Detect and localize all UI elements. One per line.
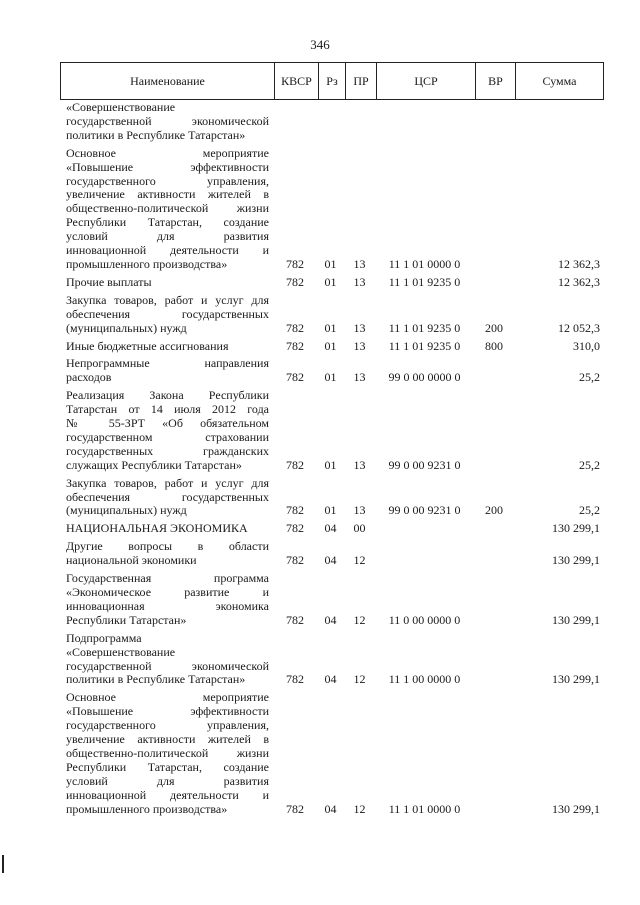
table-row	[60, 101, 604, 143]
table-row	[60, 522, 604, 536]
row-name-line: политики в Республике Татарстан»	[66, 672, 246, 687]
row-sum: 25,2	[579, 370, 600, 385]
row-rz: 01	[324, 274, 337, 289]
row-name-line: государственном страховании	[66, 429, 269, 444]
row-rz: 01	[324, 370, 337, 385]
row-name-line: служащих Республики Татарстан»	[66, 457, 242, 472]
row-name	[60, 276, 273, 290]
row-name-line: расходов	[66, 370, 112, 385]
row-name-line: Закупка товаров, работ и услуг для	[66, 292, 269, 307]
row-rz: 01	[324, 256, 337, 271]
row-pr: 12	[353, 672, 366, 687]
row-rz: 04	[324, 801, 337, 816]
row-kvsr: 782	[286, 274, 304, 289]
row-sum: 25,2	[579, 457, 600, 472]
row-name-line: «Совершенствование	[66, 644, 176, 659]
header-kvsr: КВСР	[274, 63, 318, 99]
row-name-line: промышленного производства»	[66, 256, 228, 271]
table-row	[60, 389, 604, 472]
row-name-line: политики в Республике Татарстан»	[66, 127, 246, 142]
row-pr: 13	[353, 338, 366, 353]
header-pr: ПР	[345, 63, 376, 99]
header-name: Наименование	[130, 73, 205, 88]
row-kvsr: 782	[286, 370, 304, 385]
row-csr: 11 1 01 0000 0	[388, 801, 461, 816]
row-name-line: Государственная программа	[66, 571, 269, 586]
row-name	[60, 540, 273, 568]
row-rz: 04	[324, 521, 337, 536]
row-rz: 01	[324, 320, 337, 335]
table-row	[60, 632, 604, 688]
row-kvsr: 782	[286, 553, 304, 568]
row-sum: 130 299,1	[552, 521, 600, 536]
row-kvsr: 782	[286, 256, 304, 271]
row-pr: 13	[353, 370, 366, 385]
table-row	[60, 691, 604, 816]
row-name-line: Другие вопросы в области	[66, 539, 269, 554]
row-pr: 13	[353, 503, 366, 518]
row-name	[60, 477, 273, 519]
row-rz: 04	[324, 612, 337, 627]
table-row	[60, 147, 604, 272]
row-name	[60, 101, 273, 143]
row-name-line: условий для развития	[66, 773, 269, 788]
row-name	[60, 691, 273, 816]
row-name-line: инновационной деятельности и	[66, 787, 269, 802]
row-name-line: общественно-политической жизни	[66, 201, 269, 216]
row-name-line: инновационная экономика	[66, 598, 269, 613]
row-name	[60, 294, 273, 336]
row-csr: 11 1 01 0000 0	[388, 256, 461, 271]
row-name-line: Татарстан от 14 июля 2012 года	[66, 402, 269, 417]
page-number: 346	[310, 37, 330, 52]
row-name-line: общественно-политической жизни	[66, 745, 269, 760]
row-rz: 04	[324, 672, 337, 687]
row-kvsr: 782	[286, 801, 304, 816]
table-row	[60, 572, 604, 628]
header-vr: ВР	[475, 63, 515, 99]
row-rz: 01	[324, 457, 337, 472]
row-pr: 12	[353, 553, 366, 568]
row-name-line: национальной экономики	[66, 553, 197, 568]
row-pr: 13	[353, 274, 366, 289]
row-kvsr: 782	[286, 457, 304, 472]
row-name-line: Закупка товаров, работ и услуг для	[66, 475, 269, 490]
row-name-line: Республики Татарстан, создание	[66, 215, 269, 230]
row-kvsr: 782	[286, 612, 304, 627]
row-sum: 310,0	[573, 338, 600, 353]
header-rz: Рз	[318, 63, 345, 99]
row-rz: 01	[324, 338, 337, 353]
row-pr: 12	[353, 801, 366, 816]
row-csr: 99 0 00 0000 0	[388, 370, 461, 385]
row-name	[60, 340, 273, 354]
row-sum: 12 362,3	[558, 274, 600, 289]
row-name-line: «Совершенствование	[66, 100, 176, 114]
row-name	[60, 522, 273, 536]
row-name	[60, 572, 273, 628]
row-pr: 13	[353, 256, 366, 271]
row-name-line: Подпрограмма	[66, 630, 142, 645]
table-row	[60, 340, 604, 354]
row-kvsr: 782	[286, 320, 304, 335]
row-name-line: государственных гражданских	[66, 443, 269, 458]
table-row	[60, 294, 604, 336]
row-name	[60, 632, 273, 688]
margin-mark	[2, 855, 4, 873]
row-csr: 11 1 01 9235 0	[388, 338, 461, 353]
table-row	[60, 276, 604, 290]
row-name-line: Непрограммные направления	[66, 356, 269, 371]
row-name-line: государственного управления,	[66, 718, 269, 733]
row-name-line: увеличение активности жителей в	[66, 187, 269, 202]
row-vr: 200	[485, 320, 503, 335]
row-name-line: государственной экономической	[66, 658, 269, 673]
row-name-line: государственной экономической	[66, 113, 269, 128]
row-name-line: увеличение активности жителей в	[66, 732, 269, 747]
row-name-line: обеспечения государственных	[66, 489, 269, 504]
row-rz: 01	[324, 503, 337, 518]
row-name-line: Основное мероприятие	[66, 690, 269, 705]
row-name	[60, 357, 273, 385]
row-name-line: (муниципальных) нужд	[66, 503, 187, 518]
row-name-line: условий для развития	[66, 229, 269, 244]
row-sum: 130 299,1	[552, 553, 600, 568]
table-body	[60, 101, 604, 817]
row-name-line: Республики Татарстан»	[66, 612, 187, 627]
row-name-line: государственного управления,	[66, 173, 269, 188]
row-vr: 800	[485, 338, 503, 353]
row-pr: 00	[353, 521, 366, 536]
row-vr: 200	[485, 503, 503, 518]
row-name-line: (муниципальных) нужд	[66, 320, 187, 335]
row-name-line: Иные бюджетные ассигнования	[66, 338, 229, 353]
row-pr: 13	[353, 457, 366, 472]
row-sum: 12 052,3	[558, 320, 600, 335]
row-name-line: Реализация Закона Республики	[66, 388, 269, 403]
row-pr: 12	[353, 612, 366, 627]
row-csr: 11 1 00 0000 0	[388, 672, 461, 687]
row-name-line: Прочие выплаты	[66, 274, 152, 289]
row-name	[60, 389, 273, 472]
row-name-line: № 55-ЗРТ «Об обязательном	[66, 416, 269, 431]
row-name-line: Республики Татарстан, создание	[66, 759, 269, 774]
row-name-line: «Повышение эффективности	[66, 704, 269, 719]
row-pr: 13	[353, 320, 366, 335]
row-sum: 130 299,1	[552, 801, 600, 816]
row-kvsr: 782	[286, 503, 304, 518]
row-name-line: НАЦИОНАЛЬНАЯ ЭКОНОМИКА	[66, 521, 248, 536]
row-kvsr: 782	[286, 338, 304, 353]
row-name-line: промышленного производства»	[66, 801, 228, 816]
row-sum: 130 299,1	[552, 672, 600, 687]
row-sum: 12 362,3	[558, 256, 600, 271]
row-name-line: «Повышение эффективности	[66, 159, 269, 174]
row-csr: 11 0 00 0000 0	[388, 612, 461, 627]
row-csr: 11 1 01 9235 0	[388, 274, 461, 289]
row-name	[60, 147, 273, 272]
row-csr: 99 0 00 9231 0	[388, 503, 461, 518]
row-kvsr: 782	[286, 521, 304, 536]
row-csr: 11 1 01 9235 0	[388, 320, 461, 335]
row-name-line: Основное мероприятие	[66, 145, 269, 160]
row-rz: 04	[324, 553, 337, 568]
row-kvsr: 782	[286, 672, 304, 687]
row-sum: 130 299,1	[552, 612, 600, 627]
row-name-line: обеспечения государственных	[66, 306, 269, 321]
row-csr: 99 0 00 9231 0	[388, 457, 461, 472]
row-name-line: инновационной деятельности и	[66, 243, 269, 258]
header-sum: Сумма	[515, 63, 603, 99]
row-sum: 25,2	[579, 503, 600, 518]
header-csr: ЦСР	[376, 63, 475, 99]
table-row	[60, 477, 604, 519]
table-header	[60, 62, 604, 100]
table-row	[60, 357, 604, 385]
table-row	[60, 540, 604, 568]
row-name-line: «Экономическое развитие и	[66, 585, 269, 599]
